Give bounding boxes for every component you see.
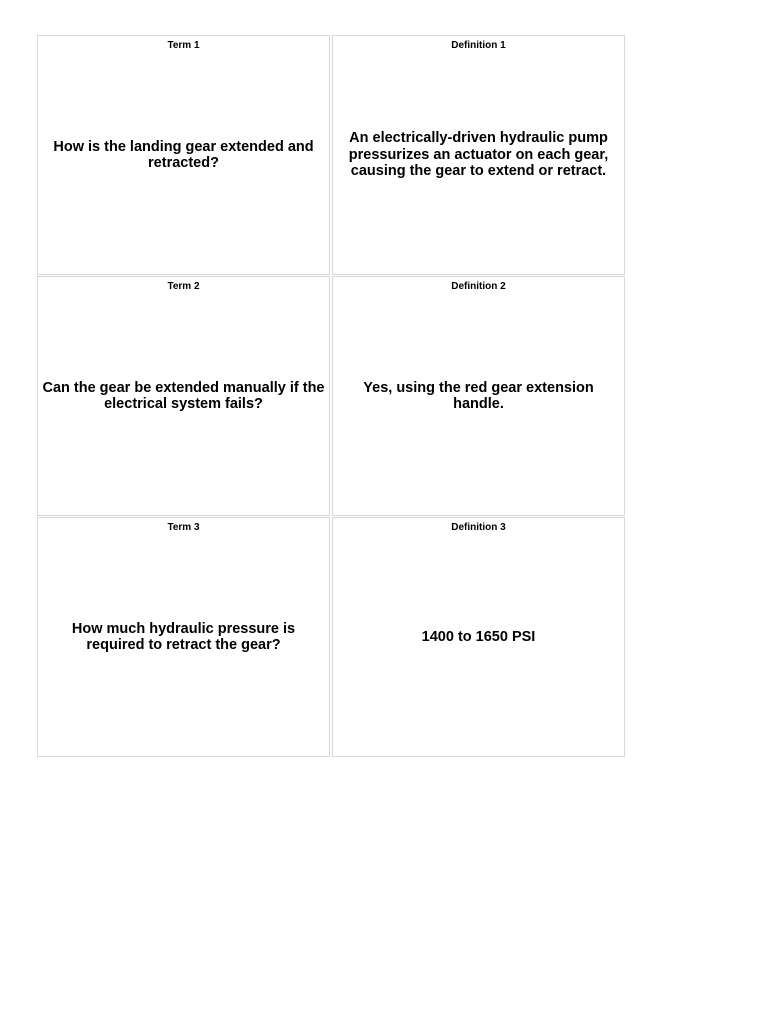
flashcard-grid — [37, 35, 625, 757]
term-card-3 — [37, 517, 330, 757]
definition-card-2 — [332, 276, 625, 516]
term-card-1 — [37, 35, 330, 275]
term-text: How much hydraulic pressure is required to retract the gear? — [71, 620, 296, 653]
definition-card-1 — [332, 35, 625, 275]
term-card-2 — [37, 276, 330, 516]
term-text: Can the gear be extended manually if the electrical system fails? — [42, 379, 325, 412]
term-label: Term 2 — [167, 281, 200, 292]
term-label: Term 3 — [167, 522, 200, 533]
definition-label: Definition 2 — [451, 281, 506, 292]
definition-text: An electrically-driven hydraulic pump pressurizes an actuator on each gear, causing the gear to extend or retract. — [348, 130, 609, 180]
term-text: How is the landing gear extended and retracted? — [53, 138, 314, 171]
definition-text: 1400 to 1650 PSI — [421, 628, 536, 645]
term-label: Term 1 — [167, 40, 200, 51]
definition-label: Definition 1 — [451, 40, 506, 51]
definition-card-3 — [332, 517, 625, 757]
definition-text: Yes, using the red gear extension handle. — [363, 379, 594, 412]
definition-label: Definition 3 — [451, 522, 506, 533]
